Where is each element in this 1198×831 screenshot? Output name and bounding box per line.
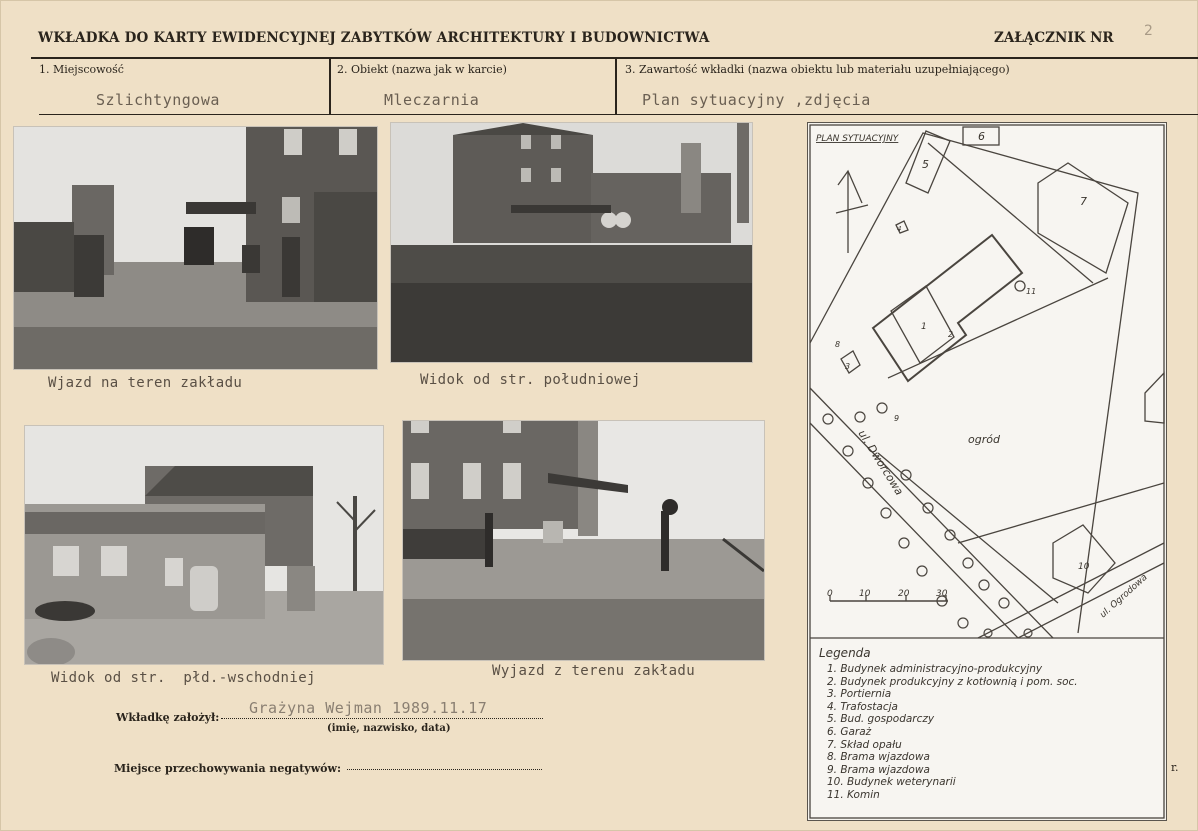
caption-south-view: Widok od str. południowej (420, 372, 641, 388)
form-title: WKŁADKA DO KARTY EWIDENCYJNEJ ZABYTKÓW ARCHITEKTURY I BUDOWNICTWA (38, 30, 710, 46)
field-underline-2 (331, 114, 615, 115)
legend-item: 9. Brama wjazdowa (827, 763, 930, 776)
building-label-3: 3 (845, 362, 851, 371)
author-value: Grażyna Wejman 1989.11.17 (249, 699, 488, 717)
street-label-dworcowa: ul. Dworcowa (855, 427, 906, 498)
scale-label-10: 10 (859, 589, 871, 599)
building-label-1: 1 (921, 322, 927, 332)
field-underline-3 (617, 114, 1198, 115)
caption-exit: Wyjazd z terenu zakładu (492, 663, 696, 679)
field-value-contents: Plan sytuacyjny ,zdjęcia (642, 91, 871, 109)
building-label-4: 4 (897, 225, 902, 233)
field-label-locality: 1. Miejscowość (39, 63, 124, 76)
field-divider-1 (329, 59, 331, 115)
negatives-label: Miejsce przechowywania negatywów: (114, 762, 342, 775)
building-label-2: 2 (948, 330, 954, 339)
caption-southeast-view: Widok od str. płd.-wschodniej (51, 670, 316, 686)
building-label-5: 5 (922, 158, 929, 171)
legend-item: 8. Brama wjazdowa (827, 751, 930, 764)
building-label-9: 9 (894, 414, 900, 423)
field-divider-2 (615, 59, 617, 115)
author-sublabel: (imię, nazwisko, data) (327, 723, 451, 734)
field-underline-1 (39, 114, 329, 115)
photo-entrance (13, 126, 378, 370)
legend-item: 1. Budynek administracyjno-produkcyjny (827, 663, 1043, 675)
garden-label: ogród (968, 433, 1000, 446)
legend-item: 2. Budynek produkcyjny z kotłownią i pom. soc. (827, 675, 1078, 688)
field-value-object: Mleczarnia (384, 91, 480, 109)
annex-label: ZAŁĄCZNIK NR (994, 30, 1114, 46)
legend-item: 10. Budynek weterynarii (827, 776, 956, 789)
photo-south-view (390, 122, 753, 363)
building-label-8: 8 (835, 340, 841, 349)
photo-southeast-view (24, 425, 384, 665)
legend-item: 5. Bud. gospodarczy (827, 713, 935, 726)
scale-label-20: 20 (898, 589, 910, 599)
street-label-ogrodowa: ul. Ogrodowa (1098, 572, 1150, 621)
plan-title: PLAN SYTUACYJNY (816, 134, 899, 144)
building-label-6: 6 (978, 130, 985, 143)
building-label-7: 7 (1080, 195, 1087, 208)
building-label-10: 10 (1078, 562, 1090, 572)
legend-item: 7. Skład opału (827, 738, 902, 751)
building-label-11: 11 (1026, 287, 1037, 296)
caption-entrance: Wjazd na teren zakładu (48, 375, 243, 391)
legend-item: 11. Komin (827, 788, 880, 801)
edge-text-fragment: r. (1171, 761, 1179, 774)
legend-item: 6. Garaż (827, 725, 872, 738)
negatives-dotted-line (347, 769, 542, 770)
photo-exit (402, 420, 765, 661)
annex-number: 2 (1144, 23, 1153, 39)
legend-item: 3. Portiernia (827, 688, 892, 701)
scale-label-30: 30 (936, 589, 948, 599)
legend-title: Legenda (819, 646, 871, 660)
field-label-object: 2. Obiekt (nazwa jak w karcie) (337, 63, 507, 76)
author-dotted-line (221, 718, 543, 719)
field-value-locality: Szlichtyngowa (96, 91, 220, 109)
field-label-contents: 3. Zawartość wkładki (nazwa obiektu lub materiału uzupełniającego) (625, 63, 1010, 76)
scale-label-0: 0 (827, 589, 833, 599)
legend-item: 4. Trafostacja (827, 700, 898, 713)
legend-list (827, 663, 1078, 802)
author-label: Wkładkę założył: (116, 711, 220, 724)
